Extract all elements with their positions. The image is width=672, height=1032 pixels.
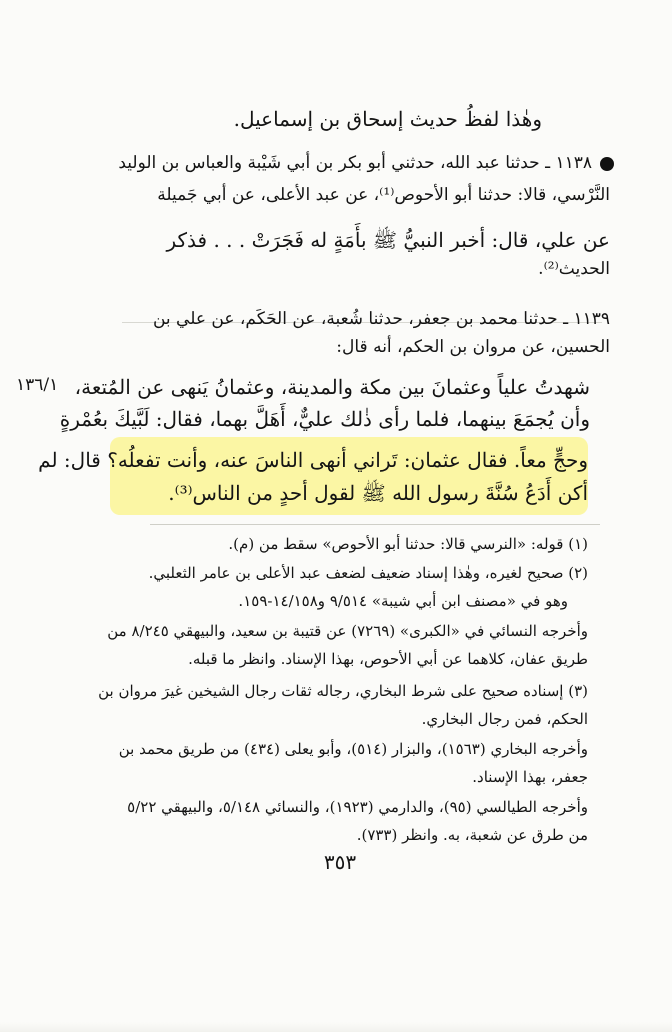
footnote-3-line-2: الحكم، فمن رجال البخاري. [421,710,588,728]
hadith-1139-line-3: شهدتُ علياً وعثمانَ بين مكة والمدينة، وعثمانُ يَنهى عن المُتعة، [74,375,590,399]
hadith-1139-line-4: وأن يُجمَعَ بينهما، فلما رأى ذٰلك عليٌّ، أَهَلَّ بهما، فقال: لَبَّيكَ بعُمْرةٍ [59,407,590,431]
intro-line: وهٰذا لفظُ حديث إسحاق بن إسماعيل. [233,107,542,131]
footnote-3-line-4: جعفر، بهذا الإسناد. [472,768,588,786]
hadith-1138-line-4: الحديث⁽²⁾. [538,259,610,279]
footnote-1: (١) قوله: «النرسي قالا: حدثنا أبو الأحوص» سقط من (م). [228,535,588,553]
hadith-1139-line-2: الحسين، عن مروان بن الحكم، أنه قال: [336,337,610,357]
footnote-3-line-1: (٣) إسناده صحيح على شرط البخاري، رجاله ثقات رجال الشيخين غيرَ مروان بن [98,682,588,700]
footnote-3-line-6: من طرق عن شعبة، به. وانظر (٧٣٣). [356,826,588,844]
footnote-2-line-4: طريق عفان، كلاهما عن أبي الأحوص، بهذا الإسناد. وانظر ما قبله. [188,650,588,668]
hadith-bullet-icon [600,157,614,171]
footnote-2-line-3: وأخرجه النسائي في «الكبرى» (٧٢٦٩) عن قتيبة بن سعيد، والبيهقي ٨/٢٤٥ من [107,622,588,640]
margin-reference: ١٣٦/١ [16,375,59,395]
footnote-2-line-1: (٢) صحيح لغيره، وهٰذا إسناد ضعيف لضعف عبد الأعلى بن عامر الثعلبي. [148,564,588,582]
hadith-1138-line-2: النَّرْسي، قالا: حدثنا أبو الأحوص⁽¹⁾، عن عبد الأعلى، عن أبي جَميلة [157,185,610,205]
hadith-1139-line-6: أكن أَدَعُ سُنَّةَ رسول الله ﷺ لقول أحدٍ من الناس⁽³⁾. [168,481,588,505]
footnote-3-line-3: وأخرجه البخاري (١٥٦٣)، والبزار (٥١٤)، وأبو يعلى (٤٣٤) من طريق محمد بن [118,740,588,758]
hadith-1138-line-1: ١١٣٨ ـ حدثنا عبد الله، حدثني أبو بكر بن أبي شَيْبة والعباس بن الوليد [118,153,592,173]
hadith-1138-line-3: عن علي، قال: أخبر النبيُّ ﷺ بأَمَةٍ له فَجَرَتْ . . . فذكر [166,228,610,252]
footnote-2-line-2: وهو في «مصنف ابن أبي شيبة» ٩/٥١٤ و١٤/١٥٨-١٥٩. [238,592,568,610]
page-number: ٣٥٣ [323,850,357,874]
footnote-3-line-5: وأخرجه الطيالسي (٩٥)، والدارمي (١٩٢٣)، والنسائي ٥/١٤٨، والبيهقي ٥/٢٢ [127,798,588,816]
hadith-1139-line-5: وحجٍّ معاً. فقال عثمان: تَراني أنهى الناسَ عنه، وأنت تفعلُه؟ قال: لم [38,448,588,472]
scan-edge [0,1022,672,1032]
hadith-1139-line-1: ١١٣٩ ـ حدثنا محمد بن جعفر، حدثنا شُعبة، عن الحَكَم، عن علي بن [152,309,610,329]
footnote-rule [150,524,600,525]
